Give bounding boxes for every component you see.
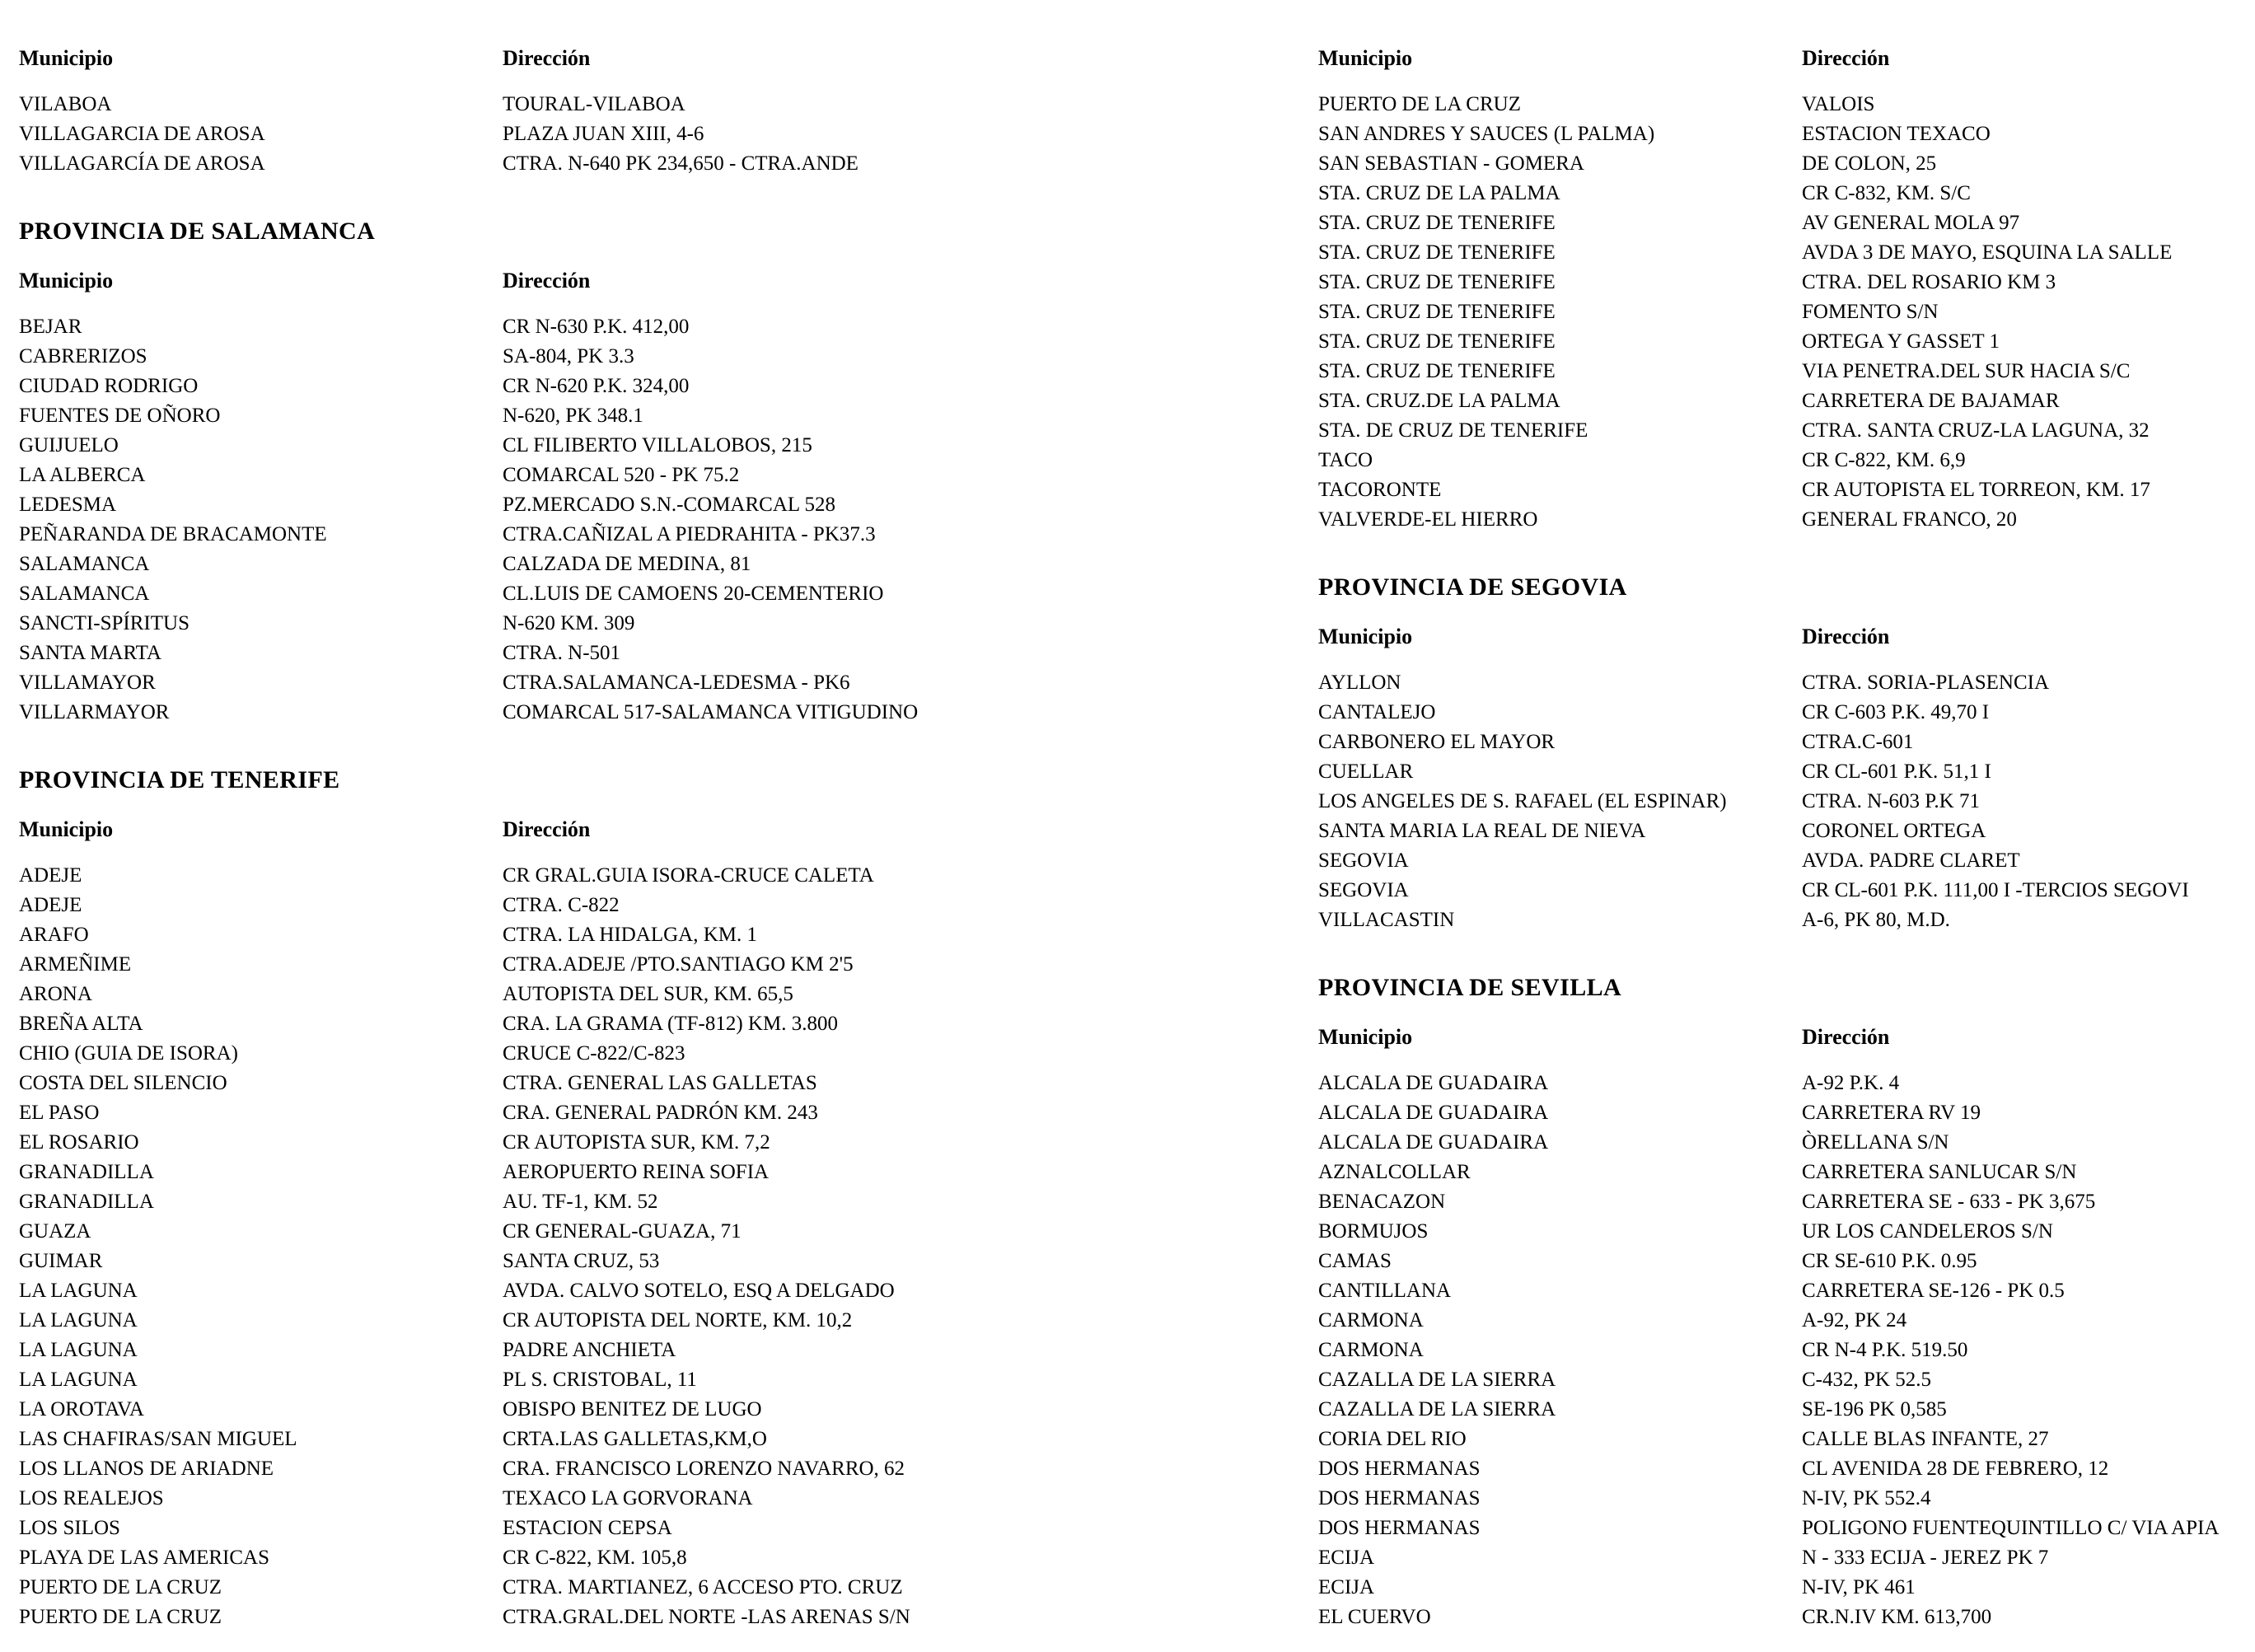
municipio-cell: PLAYA DE LAS AMERICAS — [19, 1547, 270, 1569]
direccion-cell: CL FILIBERTO VILLALOBOS, 215 — [503, 434, 812, 456]
table-row — [1318, 1306, 2241, 1336]
table-row — [1318, 475, 2241, 505]
municipio-cell: SAN SEBASTIAN - GOMERA — [1318, 152, 1584, 175]
direccion-cell: SANTA CRUZ, 53 — [503, 1250, 660, 1272]
direccion-cell: CR AUTOPISTA SUR, KM. 7,2 — [503, 1131, 770, 1154]
municipio-cell: VILLAGARCIA DE AROSA — [19, 123, 265, 145]
table-row — [19, 1128, 1255, 1158]
municipio-cell: DOS HERMANAS — [1318, 1487, 1481, 1509]
municipio-cell: STA. CRUZ DE TENERIFE — [1318, 301, 1556, 323]
municipio-cell: CANTILLANA — [1318, 1280, 1452, 1302]
direccion-cell: VALOIS — [1802, 93, 1875, 115]
municipio-cell: SEGOVIA — [1318, 849, 1409, 872]
table-row — [1318, 386, 2241, 416]
municipio-cell: GUAZA — [19, 1220, 91, 1243]
table-row — [1318, 846, 2241, 876]
table-row — [19, 149, 1255, 179]
column-header-row — [1318, 44, 2241, 73]
municipio-cell: ARAFO — [19, 924, 89, 946]
municipio-cell: EL CUERVO — [1318, 1606, 1431, 1628]
municipio-cell: STA. CRUZ.DE LA PALMA — [1318, 390, 1560, 412]
table-row — [1318, 297, 2241, 327]
table-row — [1318, 327, 2241, 357]
direccion-cell: CALLE BLAS INFANTE, 27 — [1802, 1428, 2049, 1450]
direccion-cell: CARRETERA SE-126 - PK 0.5 — [1802, 1280, 2065, 1302]
municipio-cell: CARMONA — [1318, 1339, 1424, 1361]
table-row — [19, 1009, 1255, 1039]
municipio-cell: TACORONTE — [1318, 479, 1442, 501]
direccion-cell: CTRA. C-822 — [503, 894, 620, 916]
table-row — [19, 90, 1255, 119]
table-row — [19, 1098, 1255, 1128]
direccion-cell: CRTA.LAS GALLETAS,KM,O — [503, 1428, 767, 1450]
table-row — [1318, 446, 2241, 475]
table-row — [1318, 149, 2241, 179]
header-municipio: Municipio — [19, 269, 114, 292]
header-municipio: Municipio — [1318, 1025, 1413, 1049]
table-row — [1318, 238, 2241, 268]
municipio-cell: CORIA DEL RIO — [1318, 1428, 1467, 1450]
municipio-cell: VALVERDE-EL HIERRO — [1318, 508, 1538, 531]
municipio-cell: SAN ANDRES Y SAUCES (L PALMA) — [1318, 123, 1655, 145]
table-row — [19, 461, 1255, 490]
table-row — [19, 861, 1255, 891]
table-row — [1318, 416, 2241, 446]
table-row — [1318, 757, 2241, 787]
municipio-cell: LA LAGUNA — [19, 1309, 138, 1331]
table-row — [1318, 1276, 2241, 1306]
direccion-cell: CTRA. MARTIANEZ, 6 ACCESO PTO. CRUZ — [503, 1576, 903, 1598]
municipio-cell: CARMONA — [1318, 1309, 1424, 1331]
table-row — [1318, 179, 2241, 208]
table-row — [19, 1484, 1255, 1514]
direccion-cell: CRA. GENERAL PADRÓN KM. 243 — [503, 1102, 818, 1124]
direccion-cell: CTRA. SORIA-PLASENCIA — [1802, 672, 2050, 694]
municipio-cell: DOS HERMANAS — [1318, 1517, 1481, 1539]
direccion-cell: CR C-603 P.K. 49,70 I — [1802, 701, 1990, 723]
municipio-cell: CARBONERO EL MAYOR — [1318, 731, 1556, 753]
direccion-cell: COMARCAL 520 - PK 75.2 — [503, 464, 740, 486]
direccion-cell: ÒRELLANA S/N — [1802, 1131, 1949, 1154]
direccion-cell: CTRA.SALAMANCA-LEDESMA - PK6 — [503, 672, 850, 694]
direccion-cell: N-IV, PK 461 — [1802, 1576, 1916, 1598]
direccion-cell: A-92, PK 24 — [1802, 1309, 1907, 1331]
column-header-row — [19, 815, 1255, 845]
municipio-cell: ADEJE — [19, 894, 82, 916]
municipio-cell: AZNALCOLLAR — [1318, 1161, 1471, 1183]
direccion-cell: AVDA. PADRE CLARET — [1802, 849, 2020, 872]
table-row — [19, 1306, 1255, 1336]
direccion-cell: N-620, PK 348.1 — [503, 405, 643, 427]
direccion-cell: CR C-822, KM. 105,8 — [503, 1547, 687, 1569]
municipio-cell: GRANADILLA — [19, 1191, 154, 1213]
municipio-cell: FUENTES DE OÑORO — [19, 405, 221, 427]
municipio-cell: SALAMANCA — [19, 553, 150, 575]
province-title: PROVINCIA DE SALAMANCA — [19, 218, 376, 245]
municipio-cell: VILLAMAYOR — [19, 672, 156, 694]
direccion-cell: AUTOPISTA DEL SUR, KM. 65,5 — [503, 983, 793, 1005]
municipio-cell: CABRERIZOS — [19, 345, 147, 367]
municipio-cell: SANTA MARIA LA REAL DE NIEVA — [1318, 820, 1646, 842]
municipio-cell: CIUDAD RODRIGO — [19, 375, 199, 397]
column-header-row — [19, 266, 1255, 296]
direccion-cell: CALZADA DE MEDINA, 81 — [503, 553, 751, 575]
municipio-cell: GRANADILLA — [19, 1161, 154, 1183]
table-row — [1318, 505, 2241, 535]
table-row — [1318, 1098, 2241, 1128]
municipio-cell: LA LAGUNA — [19, 1280, 138, 1302]
table-row — [1318, 1454, 2241, 1484]
direccion-cell: TOURAL-VILABOA — [503, 93, 685, 115]
table-row — [19, 490, 1255, 520]
direccion-cell: ESTACION CEPSA — [503, 1517, 672, 1539]
header-direccion: Dirección — [1802, 1025, 1890, 1049]
table-row — [19, 1039, 1255, 1069]
table-row — [19, 1187, 1255, 1217]
table-row — [1318, 1158, 2241, 1187]
direccion-cell: PADRE ANCHIETA — [503, 1339, 676, 1361]
direccion-cell: PLAZA JUAN XIII, 4-6 — [503, 123, 704, 145]
table-row — [1318, 357, 2241, 386]
municipio-cell: LOS ANGELES DE S. RAFAEL (EL ESPINAR) — [1318, 790, 1727, 812]
header-municipio: Municipio — [19, 817, 114, 841]
municipio-cell: TACO — [1318, 449, 1373, 471]
municipio-cell: LA ALBERCA — [19, 464, 146, 486]
municipio-cell: ECIJA — [1318, 1576, 1375, 1598]
direccion-cell: CR C-822, KM. 6,9 — [1802, 449, 1966, 471]
table-row — [1318, 1336, 2241, 1365]
direccion-cell: N-IV, PK 552.4 — [1802, 1487, 1931, 1509]
municipio-cell: LOS SILOS — [19, 1517, 120, 1539]
municipio-cell: EL ROSARIO — [19, 1131, 139, 1154]
direccion-cell: CTRA.ADEJE /PTO.SANTIAGO KM 2'5 — [503, 953, 854, 976]
direccion-cell: FOMENTO S/N — [1802, 301, 1939, 323]
municipio-cell: LOS LLANOS DE ARIADNE — [19, 1458, 274, 1480]
table-row — [1318, 1573, 2241, 1603]
table-row — [19, 980, 1255, 1009]
direccion-cell: CR GRAL.GUIA ISORA-CRUCE CALETA — [503, 864, 874, 887]
municipio-cell: CAMAS — [1318, 1250, 1392, 1272]
direccion-cell: A-92 P.K. 4 — [1802, 1072, 1900, 1094]
table-row — [19, 520, 1255, 550]
direccion-cell: CARRETERA SANLUCAR S/N — [1802, 1161, 2077, 1183]
municipio-cell: AYLLON — [1318, 672, 1401, 694]
table-row — [1318, 876, 2241, 906]
column-header-row — [19, 44, 1255, 73]
direccion-cell: CR N-630 P.K. 412,00 — [503, 316, 690, 338]
municipio-cell: ALCALA DE GUADAIRA — [1318, 1131, 1549, 1154]
municipio-cell: ARMEÑIME — [19, 953, 132, 976]
table-row — [1318, 1128, 2241, 1158]
province-title: PROVINCIA DE SEGOVIA — [1318, 573, 1627, 601]
table-row — [19, 1425, 1255, 1454]
municipio-cell: LA OROTAVA — [19, 1398, 144, 1420]
direccion-cell: CARRETERA SE - 633 - PK 3,675 — [1802, 1191, 2096, 1213]
table-row — [19, 372, 1255, 401]
direccion-cell: CR CL-601 P.K. 51,1 I — [1802, 760, 1991, 783]
table-row — [19, 550, 1255, 579]
province-section — [19, 764, 1255, 1632]
table-row — [1318, 1247, 2241, 1276]
municipio-cell: STA. CRUZ DE LA PALMA — [1318, 182, 1560, 204]
table-row — [1318, 668, 2241, 698]
direccion-cell: TEXACO LA GORVORANA — [503, 1487, 753, 1509]
direccion-cell: CTRA.CAÑIZAL A PIEDRAHITA - PK37.3 — [503, 523, 876, 545]
municipio-cell: COSTA DEL SILENCIO — [19, 1072, 227, 1094]
table-row — [1318, 728, 2241, 757]
direccion-cell: CL.LUIS DE CAMOENS 20-CEMENTERIO — [503, 583, 884, 605]
table-row — [19, 431, 1255, 461]
municipio-cell: LAS CHAFIRAS/SAN MIGUEL — [19, 1428, 297, 1450]
table-row — [19, 1336, 1255, 1365]
direccion-cell: CARRETERA DE BAJAMAR — [1802, 390, 2060, 412]
municipio-cell: BREÑA ALTA — [19, 1013, 143, 1035]
table-row — [1318, 1543, 2241, 1573]
direccion-cell: CTRA. DEL ROSARIO KM 3 — [1802, 271, 2056, 293]
municipio-cell: GUIMAR — [19, 1250, 103, 1272]
municipio-cell: ARONA — [19, 983, 92, 1005]
municipio-cell: CUELLAR — [1318, 760, 1414, 783]
column-header-row — [1318, 622, 2241, 652]
table-row — [19, 1217, 1255, 1247]
table-row — [1318, 787, 2241, 817]
header-municipio: Municipio — [1318, 46, 1413, 70]
table-row — [19, 401, 1255, 431]
direccion-cell: A-6, PK 80, M.D. — [1802, 909, 1950, 931]
table-row — [1318, 1395, 2241, 1425]
municipio-cell: STA. CRUZ DE TENERIFE — [1318, 360, 1556, 382]
table-row — [1318, 208, 2241, 238]
table-row — [1318, 1217, 2241, 1247]
direccion-cell: AV GENERAL MOLA 97 — [1802, 212, 2020, 234]
province-section — [1318, 971, 2241, 1632]
direccion-cell: PL S. CRISTOBAL, 11 — [503, 1369, 697, 1391]
table-row — [1318, 119, 2241, 149]
direccion-cell: N - 333 ECIJA - JEREZ PK 7 — [1802, 1547, 2049, 1569]
header-direccion: Dirección — [503, 817, 591, 841]
municipio-cell: ALCALA DE GUADAIRA — [1318, 1102, 1549, 1124]
direccion-cell: CORONEL ORTEGA — [1802, 820, 1986, 842]
table-row — [1318, 698, 2241, 728]
table-row — [19, 1454, 1255, 1484]
municipio-cell: LA LAGUNA — [19, 1339, 138, 1361]
direccion-cell: CR GENERAL-GUAZA, 71 — [503, 1220, 742, 1243]
direccion-cell: CTRA. GENERAL LAS GALLETAS — [503, 1072, 817, 1094]
municipio-cell: STA. CRUZ DE TENERIFE — [1318, 271, 1556, 293]
municipio-cell: VILLACASTIN — [1318, 909, 1455, 931]
direccion-cell: SA-804, PK 3.3 — [503, 345, 634, 367]
table-row — [1318, 1365, 2241, 1395]
municipio-cell: STA. DE CRUZ DE TENERIFE — [1318, 419, 1588, 442]
province-section — [19, 215, 1255, 728]
direccion-cell: CRA. LA GRAMA (TF-812) KM. 3.800 — [503, 1013, 838, 1035]
direccion-cell: CRA. FRANCISCO LORENZO NAVARRO, 62 — [503, 1458, 905, 1480]
table-row — [1318, 1425, 2241, 1454]
table-row — [1318, 1069, 2241, 1098]
municipio-cell: LEDESMA — [19, 494, 117, 516]
direccion-cell: VIA PENETRA.DEL SUR HACIA S/C — [1802, 360, 2131, 382]
municipio-cell: SANCTI-SPÍRITUS — [19, 612, 189, 634]
table-row — [19, 312, 1255, 342]
table-row — [19, 950, 1255, 980]
municipio-cell: GUIJUELO — [19, 434, 119, 456]
municipio-cell: PUERTO DE LA CRUZ — [1318, 93, 1521, 115]
municipio-cell: STA. CRUZ DE TENERIFE — [1318, 241, 1556, 264]
municipio-cell: CAZALLA DE LA SIERRA — [1318, 1398, 1556, 1420]
table-row — [19, 891, 1255, 920]
direccion-cell: PZ.MERCADO S.N.-COMARCAL 528 — [503, 494, 835, 516]
table-row — [19, 342, 1255, 372]
direccion-cell: OBISPO BENITEZ DE LUGO — [503, 1398, 762, 1420]
table-row — [19, 639, 1255, 668]
municipio-cell: CAZALLA DE LA SIERRA — [1318, 1369, 1556, 1391]
table-row — [19, 1276, 1255, 1306]
table-row — [19, 1069, 1255, 1098]
table-row — [19, 920, 1255, 950]
direccion-cell: N-620 KM. 309 — [503, 612, 635, 634]
direccion-cell: CR SE-610 P.K. 0.95 — [1802, 1250, 1977, 1272]
province-title: PROVINCIA DE SEVILLA — [1318, 974, 1622, 1001]
header-municipio: Municipio — [19, 46, 114, 70]
municipio-cell: DOS HERMANAS — [1318, 1458, 1481, 1480]
province-title: PROVINCIA DE TENERIFE — [19, 766, 340, 793]
direccion-cell: CR.N.IV KM. 613,700 — [1802, 1606, 1992, 1628]
header-direccion: Dirección — [503, 269, 591, 292]
direccion-cell: GENERAL FRANCO, 20 — [1802, 508, 2017, 531]
municipio-cell: PUERTO DE LA CRUZ — [19, 1576, 222, 1598]
municipio-cell: PEÑARANDA DE BRACAMONTE — [19, 523, 327, 545]
direccion-cell: CTRA. N-603 P.K 71 — [1802, 790, 1980, 812]
direccion-cell: COMARCAL 517-SALAMANCA VITIGUDINO — [503, 701, 919, 723]
municipio-cell: PUERTO DE LA CRUZ — [19, 1606, 222, 1628]
municipio-cell: EL PASO — [19, 1102, 100, 1124]
municipio-cell: STA. CRUZ DE TENERIFE — [1318, 330, 1556, 353]
province-section — [19, 44, 1255, 179]
table-row — [19, 1514, 1255, 1543]
table-row — [19, 698, 1255, 728]
municipio-cell: ADEJE — [19, 864, 82, 887]
direccion-cell: CARRETERA RV 19 — [1802, 1102, 1981, 1124]
province-section — [1318, 44, 2241, 535]
table-row — [1318, 906, 2241, 935]
direccion-cell: CTRA. N-640 PK 234,650 - CTRA.ANDE — [503, 152, 858, 175]
table-row — [19, 1365, 1255, 1395]
table-row — [19, 119, 1255, 149]
municipio-cell: ALCALA DE GUADAIRA — [1318, 1072, 1549, 1094]
direccion-cell: POLIGONO FUENTEQUINTILLO C/ VIA APIA — [1802, 1517, 2220, 1539]
table-row — [1318, 817, 2241, 846]
direccion-cell: CRUCE C-822/C-823 — [503, 1042, 685, 1065]
direccion-cell: CL AVENIDA 28 DE FEBRERO, 12 — [1802, 1458, 2109, 1480]
table-row — [1318, 1484, 2241, 1514]
direccion-cell: CR CL-601 P.K. 111,00 I -TERCIOS SEGOVI — [1802, 879, 2189, 901]
table-row — [19, 1395, 1255, 1425]
table-row — [1318, 90, 2241, 119]
direccion-cell: CTRA. N-501 — [503, 642, 621, 664]
table-row — [19, 668, 1255, 698]
direccion-cell: DE COLON, 25 — [1802, 152, 1937, 175]
direccion-cell: CTRA.GRAL.DEL NORTE -LAS ARENAS S/N — [503, 1606, 910, 1628]
municipio-cell: VILLAGARCÍA DE AROSA — [19, 152, 265, 175]
direccion-cell: AU. TF-1, KM. 52 — [503, 1191, 658, 1213]
direccion-cell: CTRA. SANTA CRUZ-LA LAGUNA, 32 — [1802, 419, 2150, 442]
header-direccion: Dirección — [1802, 625, 1890, 648]
municipio-cell: CHIO (GUIA DE ISORA) — [19, 1042, 238, 1065]
table-row — [1318, 268, 2241, 297]
direccion-cell: CR N-4 P.K. 519.50 — [1802, 1339, 1968, 1361]
table-row — [19, 1603, 1255, 1632]
direccion-cell: AEROPUERTO REINA SOFIA — [503, 1161, 770, 1183]
direccion-cell: CR AUTOPISTA EL TORREON, KM. 17 — [1802, 479, 2150, 501]
column-header-row — [1318, 1023, 2241, 1052]
header-direccion: Dirección — [1802, 46, 1890, 70]
table-row — [19, 579, 1255, 609]
table-row — [19, 1543, 1255, 1573]
direccion-cell: CR C-832, KM. S/C — [1802, 182, 1971, 204]
direccion-cell: CR AUTOPISTA DEL NORTE, KM. 10,2 — [503, 1309, 853, 1331]
municipio-cell: LOS REALEJOS — [19, 1487, 164, 1509]
direccion-cell: ORTEGA Y GASSET 1 — [1802, 330, 2000, 353]
table-row — [1318, 1603, 2241, 1632]
direccion-cell: CTRA. LA HIDALGA, KM. 1 — [503, 924, 758, 946]
direccion-cell: CTRA.C-601 — [1802, 731, 1914, 753]
direccion-cell: AVDA 3 DE MAYO, ESQUINA LA SALLE — [1802, 241, 2173, 264]
direccion-cell: UR LOS CANDELEROS S/N — [1802, 1220, 2053, 1243]
table-row — [19, 1247, 1255, 1276]
direccion-cell: ESTACION TEXACO — [1802, 123, 1991, 145]
table-row — [19, 1158, 1255, 1187]
municipio-cell: BEJAR — [19, 316, 82, 338]
municipio-cell: LA LAGUNA — [19, 1369, 138, 1391]
municipio-cell: BORMUJOS — [1318, 1220, 1429, 1243]
municipio-cell: ECIJA — [1318, 1547, 1375, 1569]
left-column — [19, 0, 1255, 1632]
municipio-cell: BENACAZON — [1318, 1191, 1446, 1213]
right-column — [1318, 0, 2241, 1632]
table-row — [1318, 1514, 2241, 1543]
table-row — [1318, 1187, 2241, 1217]
direccion-cell: AVDA. CALVO SOTELO, ESQ A DELGADO — [503, 1280, 895, 1302]
direccion-cell: C-432, PK 52.5 — [1802, 1369, 1931, 1391]
direccion-cell: CR N-620 P.K. 324,00 — [503, 375, 690, 397]
municipio-cell: CANTALEJO — [1318, 701, 1436, 723]
direccion-cell: SE-196 PK 0,585 — [1802, 1398, 1947, 1420]
header-municipio: Municipio — [1318, 625, 1413, 648]
table-row — [19, 609, 1255, 639]
municipio-cell: SANTA MARTA — [19, 642, 161, 664]
table-row — [19, 1573, 1255, 1603]
header-direccion: Dirección — [503, 46, 591, 70]
municipio-cell: VILABOA — [19, 93, 112, 115]
municipio-cell: STA. CRUZ DE TENERIFE — [1318, 212, 1556, 234]
province-section — [1318, 571, 2241, 935]
municipio-cell: VILLARMAYOR — [19, 701, 170, 723]
municipio-cell: SALAMANCA — [19, 583, 150, 605]
municipio-cell: SEGOVIA — [1318, 879, 1409, 901]
